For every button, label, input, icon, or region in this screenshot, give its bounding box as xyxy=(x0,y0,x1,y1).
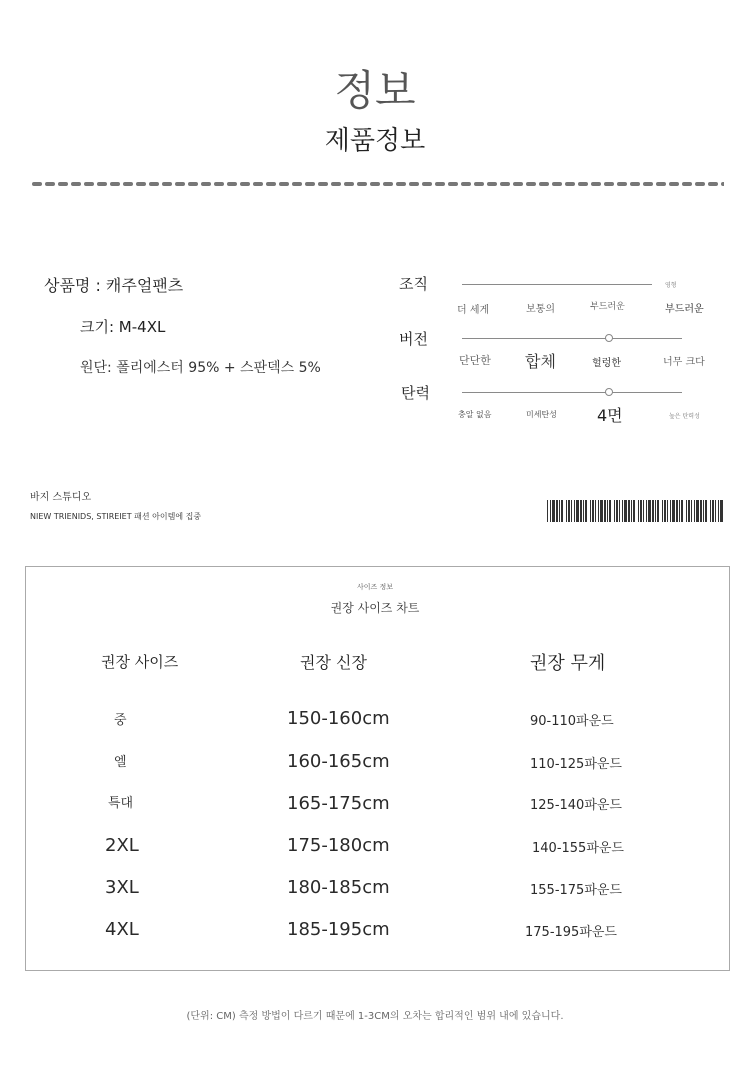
page-title: 정보 xyxy=(334,66,416,115)
scale-marker-note: 영형 xyxy=(665,282,677,289)
size-chart-small-title: 사이즈 정보 xyxy=(356,583,394,591)
scale-line xyxy=(462,338,682,339)
scale-indicator xyxy=(605,388,613,396)
size-chart-title: 권장 사이즈 차트 xyxy=(330,601,420,615)
weight-cell: 155-175파운드 xyxy=(530,883,622,898)
scale-line xyxy=(462,392,682,393)
column-header-size: 권장 사이즈 xyxy=(101,653,179,671)
weight-cell: 175-195파운드 xyxy=(525,925,617,940)
size-cell: 4XL xyxy=(105,919,139,940)
attribute-option: 너무 크다 xyxy=(663,357,705,368)
weight-cell: 110-125파운드 xyxy=(530,757,622,772)
size-cell: 엘 xyxy=(114,755,127,770)
attribute-option: 합체 xyxy=(525,352,556,371)
scale-indicator xyxy=(605,334,613,342)
height-cell: 175-180cm xyxy=(287,835,390,856)
height-cell: 185-195cm xyxy=(287,919,390,940)
weight-cell: 90-110파운드 xyxy=(530,714,614,729)
brand-name: 바지 스튜디오 xyxy=(30,492,92,503)
height-cell: 160-165cm xyxy=(287,751,390,772)
measurement-footnote: (단위: CM) 측정 방법이 다르기 때문에 1-3CM의 오차는 합리적인 범위 내에 있습니다. xyxy=(186,1011,564,1022)
height-cell: 180-185cm xyxy=(287,877,390,898)
height-cell: 165-175cm xyxy=(287,793,390,814)
size-cell: 3XL xyxy=(105,877,139,898)
barcode-image xyxy=(547,500,723,522)
scale-line xyxy=(462,284,652,285)
attribute-label: 버전 xyxy=(399,330,428,348)
attribute-option: 미세탄성 xyxy=(526,410,557,419)
product-material: 원단: 폴리에스터 95% + 스판덱스 5% xyxy=(80,360,321,376)
attribute-option-selected: 4면 xyxy=(597,406,623,425)
product-size: 크기: M-4XL xyxy=(80,318,166,336)
attribute-label: 탄력 xyxy=(401,384,430,402)
attribute-option: 충알 없음 xyxy=(458,410,492,419)
attribute-option-selected: 헐렁한 xyxy=(592,358,621,369)
attribute-option-selected: 부드러운 xyxy=(665,304,704,315)
attribute-option: 단단한 xyxy=(459,354,491,367)
product-name: 상품명 : 캐주얼팬츠 xyxy=(44,276,184,295)
size-cell: 중 xyxy=(114,713,127,728)
attribute-option: 부드러운 xyxy=(590,302,625,312)
attribute-label: 조직 xyxy=(399,275,428,293)
page-subtitle: 제품정보 xyxy=(324,126,426,156)
weight-cell: 125-140파운드 xyxy=(530,798,622,813)
decorative-divider xyxy=(32,181,724,187)
height-cell: 150-160cm xyxy=(287,708,390,729)
column-header-height: 권장 신장 xyxy=(300,653,367,672)
attribute-option: 높은 탄력성 xyxy=(669,413,700,420)
size-cell: 2XL xyxy=(105,835,139,856)
column-header-weight: 권장 무게 xyxy=(530,653,606,674)
weight-cell: 140-155파운드 xyxy=(532,841,624,856)
size-cell: 특대 xyxy=(108,796,134,811)
brand-tagline: NIEW TRIENIDS, STIREIET 패션 아이템에 집중 xyxy=(30,512,202,521)
attribute-option: 더 세게 xyxy=(457,305,490,316)
attribute-option: 보통의 xyxy=(526,304,555,315)
